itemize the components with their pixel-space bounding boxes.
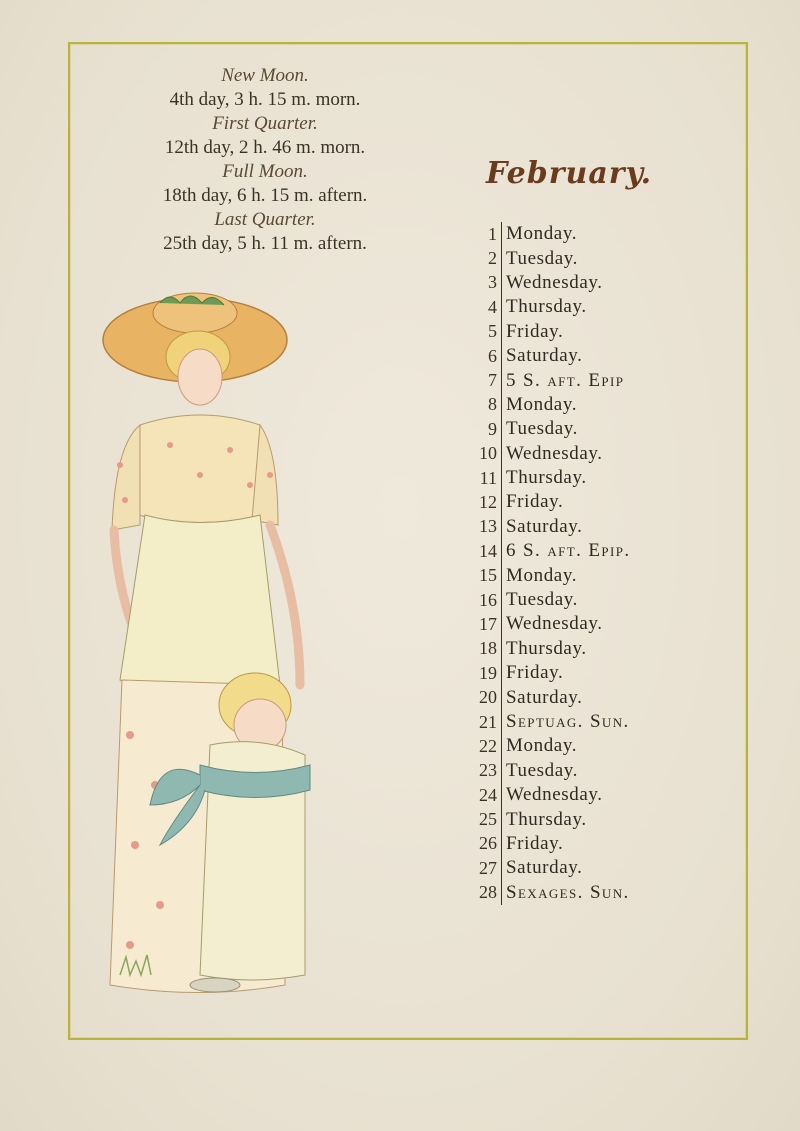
day-name: Sexages. Sun. [506, 881, 630, 903]
day-row [462, 368, 732, 392]
day-number: 17 [462, 612, 502, 636]
day-row [462, 783, 732, 807]
woman-and-child-illustration [100, 285, 320, 1000]
day-row [462, 295, 732, 319]
day-name: Monday. [506, 223, 578, 245]
day-name: Thursday. [506, 637, 587, 659]
day-number: 24 [462, 783, 502, 807]
day-number: 20 [462, 685, 502, 709]
day-number: 18 [462, 637, 502, 661]
day-row [462, 417, 732, 441]
day-row [462, 612, 732, 636]
day-number: 3 [462, 271, 502, 295]
moon-phase-time: 18th day, 6 h. 15 m. aftern. [162, 185, 368, 206]
day-name: Friday. [506, 662, 564, 684]
day-name: Friday. [506, 320, 564, 342]
day-row [462, 637, 732, 661]
feet [190, 978, 240, 992]
day-number: 8 [462, 393, 502, 417]
day-number: 11 [462, 466, 502, 490]
day-row [462, 393, 732, 417]
day-name: Wednesday. [506, 784, 603, 806]
day-name: Thursday. [506, 296, 587, 318]
day-row [462, 515, 732, 539]
day-name: Saturday. [506, 857, 583, 879]
day-row [462, 661, 732, 685]
day-row [462, 320, 732, 344]
day-name: Tuesday. [506, 418, 579, 440]
day-row [462, 881, 732, 905]
day-number: 5 [462, 320, 502, 344]
day-row [462, 734, 732, 758]
day-row [462, 222, 732, 246]
day-number: 25 [462, 807, 502, 831]
day-name: Tuesday. [506, 247, 579, 269]
left-sleeve [112, 425, 140, 530]
apron [120, 515, 280, 699]
day-name: Monday. [506, 564, 578, 586]
month-title: February. [486, 156, 653, 191]
day-row [462, 856, 732, 880]
day-number: 15 [462, 563, 502, 587]
day-number: 7 [462, 368, 502, 392]
day-name: 5 S. aft. Epip [506, 369, 625, 391]
day-number: 2 [462, 246, 502, 270]
moon-phase-time: 4th day, 3 h. 15 m. morn. [169, 89, 361, 110]
day-row [462, 588, 732, 612]
day-number: 28 [462, 881, 502, 905]
face [178, 349, 222, 405]
day-row [462, 344, 732, 368]
day-row [462, 539, 732, 563]
day-number: 10 [462, 442, 502, 466]
day-number: 21 [462, 710, 502, 734]
day-name: Monday. [506, 735, 578, 757]
day-row [462, 563, 732, 587]
day-number: 4 [462, 295, 502, 319]
moon-phase-label: Last Quarter. [214, 209, 316, 230]
day-row [462, 442, 732, 466]
day-name: Friday. [506, 491, 564, 513]
day-number: 27 [462, 856, 502, 880]
day-number: 14 [462, 539, 502, 563]
moon-phase-label: New Moon. [221, 65, 309, 86]
day-number: 6 [462, 344, 502, 368]
moon-phase-time: 12th day, 2 h. 46 m. morn. [164, 137, 366, 158]
moon-phase-label: Full Moon. [222, 161, 308, 182]
day-number: 23 [462, 759, 502, 783]
day-name: Septuag. Sun. [506, 711, 630, 732]
bodice [138, 415, 265, 523]
day-row [462, 246, 732, 270]
day-number: 12 [462, 490, 502, 514]
day-name: Thursday. [506, 467, 587, 489]
moon-phase-time: 25th day, 5 h. 11 m. aftern. [163, 233, 367, 254]
day-name: Thursday. [506, 808, 587, 830]
day-name: Wednesday. [506, 613, 603, 635]
day-row [462, 759, 732, 783]
moon-phase-label: First Quarter. [212, 113, 318, 134]
day-number: 26 [462, 832, 502, 856]
day-number: 1 [462, 222, 502, 246]
day-name: Tuesday. [506, 589, 579, 611]
day-list [462, 222, 732, 905]
day-name: Wednesday. [506, 271, 603, 293]
day-name: Saturday. [506, 686, 583, 708]
day-name: Tuesday. [506, 759, 579, 781]
day-number: 9 [462, 417, 502, 441]
day-name: Friday. [506, 832, 564, 854]
moon-phases [100, 64, 430, 256]
day-number: 16 [462, 588, 502, 612]
day-row [462, 832, 732, 856]
day-row [462, 466, 732, 490]
day-name: Saturday. [506, 515, 583, 537]
day-name: Saturday. [506, 345, 583, 367]
day-number: 13 [462, 515, 502, 539]
day-row [462, 685, 732, 709]
day-row [462, 710, 732, 734]
day-row [462, 807, 732, 831]
day-number: 19 [462, 661, 502, 685]
day-row [462, 490, 732, 514]
day-name: 6 S. aft. Epip. [506, 540, 631, 562]
day-name: Wednesday. [506, 442, 603, 464]
day-row [462, 271, 732, 295]
day-number: 22 [462, 734, 502, 758]
day-name: Monday. [506, 393, 578, 415]
